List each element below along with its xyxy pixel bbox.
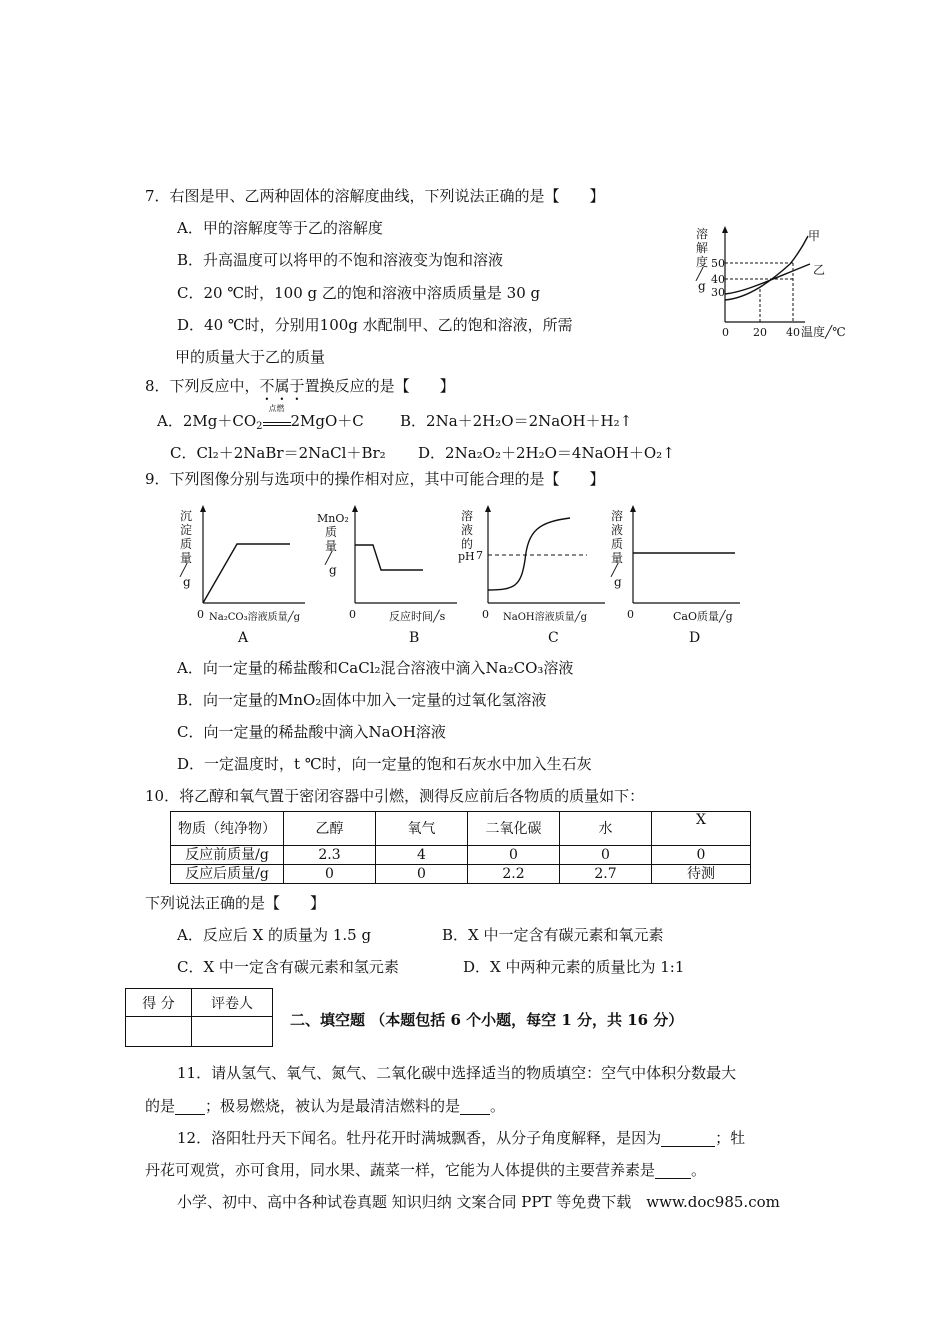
table-header-substance: 物质（纯净物）: [171, 812, 284, 846]
section-2-heading: 二、填空题 （本题包括 6 个小题，每空 1 分，共 16 分）: [290, 1011, 684, 1029]
graph-b-origin: 0: [349, 608, 356, 621]
q11-blank-1[interactable]: [175, 1098, 205, 1115]
q10-stem: 10．将乙醇和氧气置于密闭容器中引燃，测得反应前后各物质的质量如下：: [145, 787, 645, 805]
graph-c-ylabel-3: 的: [461, 537, 474, 551]
graph-c-tick-7: 7: [476, 549, 483, 562]
graph-d-ylabel-3: 质: [611, 537, 624, 551]
graph-a-ylabel-4: 量: [180, 551, 193, 565]
graph-b-ylabel-4: ╱: [325, 551, 333, 565]
q8-a-condition: 点燃: [268, 404, 285, 413]
table-cell: 0: [376, 865, 468, 884]
graph-c-xlabel: NaOH溶液质量╱g: [503, 612, 588, 623]
graph-b-ylabel-1: MnO₂: [317, 512, 349, 525]
table-cell: 0: [652, 846, 751, 865]
graph-ylabel-1: 溶: [696, 227, 709, 241]
graph-d-letter: D: [689, 630, 701, 646]
graph-a-origin: 0: [197, 608, 204, 621]
series-jia-label: 甲: [808, 229, 821, 243]
graph-a-ylabel-5: ╱: [180, 563, 188, 577]
graph-xlabel: 温度╱℃: [801, 325, 846, 339]
table-cell: 0: [468, 846, 560, 865]
table-header-co2: 二氧化碳: [468, 812, 560, 846]
q7-stem: 7．右图是甲、乙两种固体的溶解度曲线，下列说法正确的是【 】: [145, 187, 605, 205]
graph-b-ylabel-5: g: [329, 563, 337, 577]
q10-option-d: D．X 中两种元素的质量比为 1:1: [463, 958, 685, 976]
score-label: 得 分: [126, 989, 192, 1017]
graph-b-letter: B: [409, 630, 420, 646]
q11-l2b: ；极易燃烧，被认为是最清洁燃料的是: [205, 1097, 461, 1115]
q12-l2b: 。: [691, 1161, 707, 1179]
solubility-graph: [690, 222, 860, 344]
q9-stem: 9．下列图像分别与选项中的操作相对应，其中可能合理的是【 】: [145, 470, 605, 488]
graph-ylabel-5: g: [698, 279, 706, 293]
q7-option-c: C．20 ℃时，100 g 乙的饱和溶液中溶质质量是 30 g: [177, 284, 541, 302]
q12-line2: [145, 1160, 706, 1180]
q11-line1: 11．请从氢气、氧气、氮气、二氧化碳中选择适当的物质填空：空气中体积分数最大: [177, 1064, 737, 1082]
graph-c-ylabel-1: 溶: [461, 509, 474, 523]
q8-stem-pre: 8．下列反应中，: [145, 377, 260, 395]
q8-stem-post: 置换反应的是【 】: [304, 377, 455, 395]
graph-b-ylabel-2: 质: [325, 525, 338, 539]
table-header-oxygen: 氧气: [376, 812, 468, 846]
table-row-after-label: 反应后质量/g: [171, 865, 284, 884]
graph-a-ylabel-6: g: [183, 575, 191, 589]
q9-option-a: A．向一定量的稀盐酸和CaCl₂混合溶液中滴入Na₂CO₃溶液: [177, 659, 574, 677]
graph-ytick-50: 50: [711, 257, 725, 270]
q12-blank-1[interactable]: [661, 1130, 715, 1147]
graph-ytick-30: 30: [711, 286, 725, 299]
q8-a-post: 2MgO＋C: [290, 412, 364, 430]
table-cell: 2.2: [468, 865, 560, 884]
graph-d-ylabel-1: 溶: [611, 509, 624, 523]
graph-d-origin: 0: [627, 608, 634, 621]
q12-l1a: 12．洛阳牡丹天下闻名。牡丹花开时满城飘香，从分子角度解释，是因为: [177, 1129, 662, 1147]
q7-option-a: A．甲的溶解度等于乙的溶解度: [177, 219, 383, 237]
q8-stem: [145, 376, 455, 404]
graph-d: [605, 500, 750, 648]
graph-d-ylabel-4: 量: [611, 551, 624, 565]
q8-stem-emphasis: 不属于: [259, 377, 305, 395]
graph-b-ylabel-3: 量: [325, 539, 338, 553]
score-box: [125, 988, 273, 1047]
table-row-before-label: 反应前质量/g: [171, 846, 284, 865]
table-cell: 4: [376, 846, 468, 865]
graph-a-letter: A: [238, 630, 249, 646]
graph-a: [175, 500, 315, 648]
series-yi-label: 乙: [813, 263, 826, 277]
q11-line2: [145, 1096, 505, 1116]
q12-blank-2[interactable]: [655, 1162, 691, 1179]
q8-option-b: B．2Na＋2H₂O＝2NaOH＋H₂↑: [400, 412, 633, 430]
q11-l2a: 的是: [145, 1097, 176, 1115]
graph-d-ylabel-6: g: [614, 575, 622, 589]
graph-c-ylabel-2: 液: [461, 523, 474, 537]
q7-option-b: B．升高温度可以将甲的不饱和溶液变为饱和溶液: [177, 251, 504, 269]
graph-xtick-0: 0: [722, 326, 729, 339]
graph-c: [455, 500, 615, 648]
q9-option-b: B．向一定量的MnO₂固体中加入一定量的过氧化氢溶液: [177, 691, 547, 709]
graph-a-ylabel-1: 沉: [180, 509, 193, 523]
q10-after: 下列说法正确的是【 】: [145, 894, 326, 912]
table-header-x: X: [652, 812, 751, 846]
table-cell: 2.3: [284, 846, 376, 865]
grader-label: 评卷人: [192, 989, 273, 1017]
q8-option-a: A．$2Mg+CO_2$ 点燃 2MgO＋C: [157, 404, 364, 432]
q11-l2c: 。: [490, 1097, 506, 1115]
graph-a-xlabel: Na₂CO₃溶液质量╱g: [209, 612, 301, 623]
table-header-water: 水: [560, 812, 652, 846]
q9-option-c: C．向一定量的稀盐酸中滴入NaOH溶液: [177, 723, 446, 741]
q12-l1b: ；牡: [715, 1129, 746, 1147]
q12-line1: [177, 1128, 745, 1148]
q12-l2a: 丹花可观赏，亦可食用，同水果、蔬菜一样，它能为人体提供的主要营养素是: [145, 1161, 656, 1179]
q8-option-d: D．2Na₂O₂＋2H₂O＝4NaOH＋O₂↑: [418, 444, 675, 462]
grader-field[interactable]: [192, 1017, 273, 1047]
q10-option-b: B．X 中一定含有碳元素和氧元素: [442, 926, 664, 944]
graph-d-xlabel: CaO质量╱g: [673, 610, 733, 623]
q8-option-c: C．Cl₂＋2NaBr＝2NaCl＋Br₂: [170, 444, 386, 462]
graph-d-ylabel-5: ╱: [611, 563, 619, 577]
graph-ylabel-2: 解: [696, 241, 709, 255]
score-field[interactable]: [126, 1017, 192, 1047]
graph-a-ylabel-2: 淀: [180, 523, 193, 537]
graph-xtick-40: 40: [786, 326, 800, 339]
mass-table: [170, 811, 751, 884]
graph-c-ylabel-4: pH: [458, 550, 475, 563]
table-cell: 0: [560, 846, 652, 865]
q9-option-d: D．一定温度时，t ℃时，向一定量的饱和石灰水中加入生石灰: [177, 755, 592, 773]
graph-b: [315, 500, 465, 648]
q11-blank-2[interactable]: [460, 1098, 490, 1115]
graph-xtick-20: 20: [753, 326, 767, 339]
graph-a-ylabel-3: 质: [180, 537, 193, 551]
graph-c-origin: 0: [482, 608, 489, 621]
graph-d-ylabel-2: 液: [611, 523, 624, 537]
q7-option-d: D．40 ℃时，分别用100g 水配制甲、乙的饱和溶液，所需: [177, 316, 573, 334]
graph-ylabel-4: ╱: [696, 267, 704, 281]
table-header-ethanol: 乙醇: [284, 812, 376, 846]
table-cell: 2.7: [560, 865, 652, 884]
q10-option-a: A．反应后 X 的质量为 1.5 g: [177, 926, 372, 944]
q8-a-pre: A．2Mg＋CO: [157, 412, 257, 430]
q7-option-d-cont: 甲的质量大于乙的质量: [175, 348, 326, 366]
graph-ylabel-3: 度: [696, 255, 709, 269]
table-cell: 0: [284, 865, 376, 884]
graph-c-letter: C: [548, 630, 559, 646]
table-cell: 待测: [652, 865, 751, 884]
graph-ytick-40: 40: [711, 273, 725, 286]
footer-text: 小学、初中、高中各种试卷真题 知识归纳 文案合同 PPT 等免费下载 www.doc985.com: [177, 1193, 780, 1211]
q10-option-c: C．X 中一定含有碳元素和氢元素: [177, 958, 399, 976]
graph-b-xlabel: 反应时间╱s: [389, 610, 446, 623]
